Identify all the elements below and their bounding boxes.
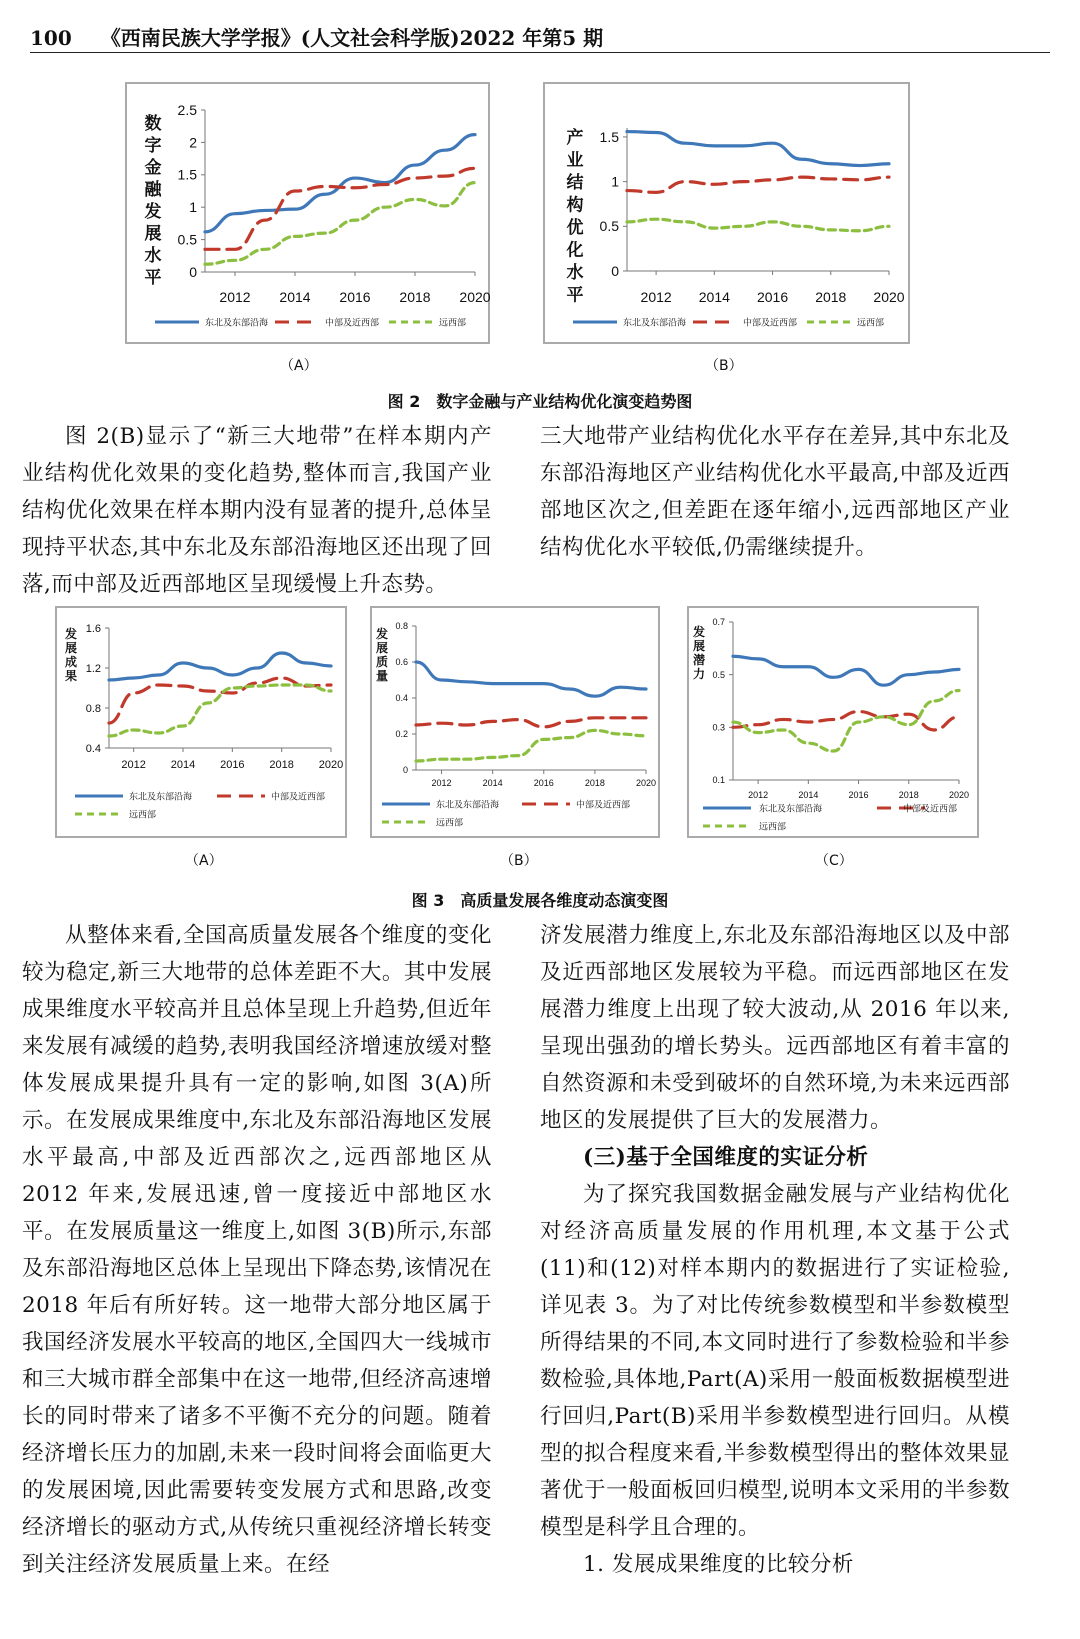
y-axis-label-char: 力 bbox=[692, 667, 706, 681]
y-axis-label-char: 成 bbox=[64, 655, 78, 669]
y-tick-label: 0.2 bbox=[395, 729, 408, 740]
y-tick-label: 1.6 bbox=[85, 622, 101, 635]
series-line-central bbox=[733, 712, 959, 730]
series-line-central bbox=[205, 168, 475, 249]
header-rule bbox=[30, 52, 1050, 53]
x-tick-label: 2016 bbox=[220, 759, 245, 771]
y-tick-label: 1.2 bbox=[85, 662, 101, 675]
legend-label-central: 中部及近西部 bbox=[903, 804, 958, 815]
fig3-sub-b: （B） bbox=[500, 853, 538, 869]
y-axis-label-char: 量 bbox=[375, 669, 389, 683]
y-axis-label-char: 果 bbox=[64, 669, 78, 683]
series-line-west bbox=[205, 183, 475, 265]
y-axis-label-char: 展 bbox=[692, 639, 706, 653]
y-tick-label: 1 bbox=[189, 199, 197, 216]
legend-label-west: 远西部 bbox=[129, 810, 157, 821]
y-tick-label: 0.1 bbox=[712, 775, 725, 786]
y-tick-label: 2.5 bbox=[177, 101, 197, 118]
y-axis-label-char: 化 bbox=[566, 240, 584, 261]
legend-label-central: 中部及近西部 bbox=[743, 318, 798, 329]
y-tick-label: 0.4 bbox=[85, 742, 101, 755]
legend-label-central: 中部及近西部 bbox=[271, 792, 326, 803]
y-axis-label-char: 发 bbox=[144, 202, 162, 222]
subsection-heading: 1. 发展成果维度的比较分析 bbox=[583, 1552, 854, 1577]
x-tick-label: 2012 bbox=[748, 790, 769, 800]
series-line-west bbox=[733, 690, 959, 751]
chart-fig3B bbox=[370, 606, 660, 838]
paragraph: 三大地带产业结构优化水平存在差异,其中东北及东部沿海地区产业结构优化水平最高,中部及近西部地区次之,但差距在逐年缩小,远西部地区产业结构优化水平较低,仍需继续提升。 bbox=[540, 424, 1010, 560]
x-tick-label: 2016 bbox=[848, 790, 869, 800]
y-axis-label-char: 融 bbox=[144, 180, 162, 200]
y-tick-label: 0.5 bbox=[712, 669, 725, 680]
y-tick-label: 0.3 bbox=[712, 722, 725, 733]
paragraph: 从整体来看,全国高质量发展各个维度的变化较为稳定,新三大地带的总体差距不大。其中发展成果维度水平较高并且总体呈现上升趋势,但近年来发展有减缓的趋势,表明我国经济增速放缓对整体发展成果提升具有一定的影响,如图 3(A)所示。在发展成果维度中,东北及东部沿海地区发展水平最高,中部及近西部次之,远西部地区从 2012 年来,发展迅速,曾一度接近中部地区水平。在发展质量这一维度上,如图 3(B)所示,东部及东部沿海地区总体上呈现出下降态势,该情况在 2018 年后有所好转。这一地带大部分地区属于我国经济发展水平较高的地区,全国四大一线城市和三大城市群全部集中在这一地带,但经济高速增长的同时带来了诸多不平衡不充分的问题。随着经济增长压力的加剧,未来一段时间将会面临更大的发展困境,因此需要转变发展方式和思路,改变经济增长的驱动方式,从传统只重视经济增长转变到关注经济发展质量上来。在经 bbox=[22, 923, 492, 1577]
x-tick-label: 2020 bbox=[459, 289, 491, 305]
y-tick-label: 0.7 bbox=[712, 617, 725, 628]
y-axis-label-char: 平 bbox=[144, 268, 162, 288]
legend-label-east: 东北及东部沿海 bbox=[436, 800, 500, 811]
y-axis-label-char: 产 bbox=[566, 128, 584, 148]
column-left-1 bbox=[22, 418, 492, 603]
fig3-sub-c: （C） bbox=[815, 853, 853, 869]
x-tick-label: 2014 bbox=[798, 790, 819, 800]
fig2-title: 图 2 数字金融与产业结构优化演变趋势图 bbox=[387, 392, 693, 411]
y-tick-label: 1 bbox=[611, 173, 619, 190]
y-axis-label-char: 发 bbox=[375, 627, 389, 641]
series-line-east bbox=[109, 653, 331, 680]
fig3-title: 图 3 高质量发展各维度动态演变图 bbox=[411, 891, 669, 910]
x-tick-label: 2012 bbox=[219, 289, 251, 305]
paragraph: 为了探究我国数据金融发展与产业结构优化对经济高质量发展的作用机理,本文基于公式(11)和(12)对样本期内的数据进行了实证检验,详见表 3。为了对比传统参数模型和半参数模型所得结果的不同,本文同时进行了参数检验和半参数检验,具体地,Part(A)采用一般面板数据模型进行回归,Part(B)采用半参数模型进行回归。从模型的拟合程度来看,半参数模型得出的整体效果显著优于一般面板回归模型,说明本文采用的半参数模型是科学且合理的。 bbox=[540, 1182, 1010, 1540]
column-right-2 bbox=[540, 917, 1010, 1583]
x-tick-label: 2020 bbox=[873, 289, 905, 305]
y-axis-label-char: 发 bbox=[692, 625, 706, 639]
chart-fig3C bbox=[687, 606, 979, 838]
series-line-east bbox=[733, 656, 959, 685]
journal-title: 《西南民族大学学报》(人文社会科学版)2022 年第5 期 bbox=[100, 26, 604, 50]
legend-label-east: 东北及东部沿海 bbox=[129, 792, 193, 803]
fig2-sub-a: （A） bbox=[280, 358, 318, 374]
y-tick-label: 0 bbox=[189, 263, 197, 280]
y-tick-label: 0.5 bbox=[599, 218, 619, 235]
chart-fig3A bbox=[55, 606, 347, 838]
y-axis-label-char: 构 bbox=[566, 195, 584, 216]
y-axis-label-char: 展 bbox=[375, 641, 389, 655]
x-tick-label: 2014 bbox=[698, 289, 730, 305]
x-tick-label: 2018 bbox=[815, 289, 847, 305]
y-tick-label: 1.5 bbox=[177, 166, 197, 183]
legend-label-west: 远西部 bbox=[436, 818, 464, 829]
x-tick-label: 2012 bbox=[431, 778, 452, 788]
y-axis-label-char: 金 bbox=[144, 158, 162, 178]
y-axis-label-char: 优 bbox=[566, 218, 584, 238]
y-axis-label-char: 业 bbox=[566, 150, 584, 171]
column-right-1 bbox=[540, 418, 1010, 566]
series-line-east bbox=[416, 662, 646, 696]
x-tick-label: 2018 bbox=[399, 289, 431, 305]
y-tick-label: 0.5 bbox=[177, 231, 197, 248]
y-tick-label: 0.6 bbox=[395, 657, 408, 668]
y-axis-label-char: 结 bbox=[566, 173, 584, 193]
x-tick-label: 2016 bbox=[533, 778, 554, 788]
fig2-sub-b: （B） bbox=[705, 358, 743, 374]
y-tick-label: 2 bbox=[189, 134, 197, 151]
x-tick-label: 2014 bbox=[482, 778, 503, 788]
series-line-central bbox=[627, 177, 889, 192]
y-axis-label-char: 潜 bbox=[692, 653, 706, 667]
series-line-west bbox=[416, 730, 646, 761]
x-tick-label: 2018 bbox=[898, 790, 919, 800]
x-tick-label: 2012 bbox=[640, 289, 672, 305]
y-tick-label: 0 bbox=[402, 765, 408, 776]
legend-label-west: 远西部 bbox=[439, 318, 467, 329]
column-left-2 bbox=[22, 917, 492, 1583]
y-axis-label-char: 质 bbox=[375, 655, 389, 669]
y-axis-label-char: 数 bbox=[144, 114, 162, 134]
paragraph: 图 2(B)显示了“新三大地带”在样本期内产业结构优化效果的变化趋势,整体而言,我国产业结构优化效果在样本期内没有显著的提升,总体呈现持平状态,其中东北及东部沿海地区还出现了回落,而中部及近西部地区呈现缓慢上升态势。 bbox=[22, 424, 492, 597]
series-line-east bbox=[627, 132, 889, 166]
legend-label-west: 远西部 bbox=[857, 318, 885, 329]
y-tick-label: 0.8 bbox=[85, 702, 101, 715]
y-axis-label-char: 展 bbox=[64, 641, 78, 655]
x-tick-label: 2018 bbox=[584, 778, 605, 788]
fig3-sub-a: （A） bbox=[185, 853, 223, 869]
y-axis-label-char: 水 bbox=[566, 263, 584, 283]
chart-fig2B bbox=[543, 82, 910, 344]
legend-label-east: 东北及东部沿海 bbox=[205, 318, 269, 329]
x-tick-label: 2014 bbox=[170, 759, 196, 771]
x-tick-label: 2020 bbox=[318, 759, 344, 771]
y-tick-label: 0.4 bbox=[395, 693, 408, 704]
y-tick-label: 1.5 bbox=[599, 128, 619, 145]
x-tick-label: 2020 bbox=[948, 790, 970, 800]
y-axis-label-char: 发 bbox=[64, 627, 78, 641]
paragraph: 济发展潜力维度上,东北及东部沿海地区以及中部及近西部地区发展较为平稳。而远西部地区在发展潜力维度上出现了较大波动,从 2016 年以来,呈现出强劲的增长势头。远西部地区有着丰富的自然资源和未受到破坏的自然环境,为未来远西部地区的发展提供了巨大的发展潜力。 bbox=[540, 923, 1010, 1133]
y-axis-label-char: 平 bbox=[566, 285, 584, 306]
legend-label-central: 中部及近西部 bbox=[576, 800, 631, 811]
y-tick-label: 0 bbox=[611, 262, 619, 279]
page-number: 100 bbox=[30, 26, 72, 50]
legend-label-east: 东北及东部沿海 bbox=[759, 804, 823, 815]
x-tick-label: 2018 bbox=[269, 759, 294, 771]
series-line-east bbox=[205, 135, 475, 232]
x-tick-label: 2016 bbox=[339, 289, 371, 305]
y-tick-label: 0.8 bbox=[395, 621, 408, 632]
series-line-west bbox=[627, 219, 889, 231]
legend-label-west: 远西部 bbox=[759, 822, 787, 833]
page-header bbox=[30, 22, 603, 51]
legend-label-east: 东北及东部沿海 bbox=[623, 318, 687, 329]
x-tick-label: 2012 bbox=[121, 759, 146, 771]
y-axis-label-char: 字 bbox=[144, 136, 162, 156]
y-axis-label-char: 水 bbox=[144, 246, 162, 266]
section-heading: (三)基于全国维度的实证分析 bbox=[583, 1145, 869, 1170]
legend-label-central: 中部及近西部 bbox=[325, 318, 380, 329]
y-axis-label-char: 展 bbox=[144, 224, 162, 244]
series-line-central bbox=[416, 718, 646, 727]
x-tick-label: 2020 bbox=[635, 778, 657, 788]
x-tick-label: 2016 bbox=[756, 289, 789, 305]
chart-fig2A bbox=[125, 82, 490, 344]
x-tick-label: 2014 bbox=[279, 289, 311, 305]
